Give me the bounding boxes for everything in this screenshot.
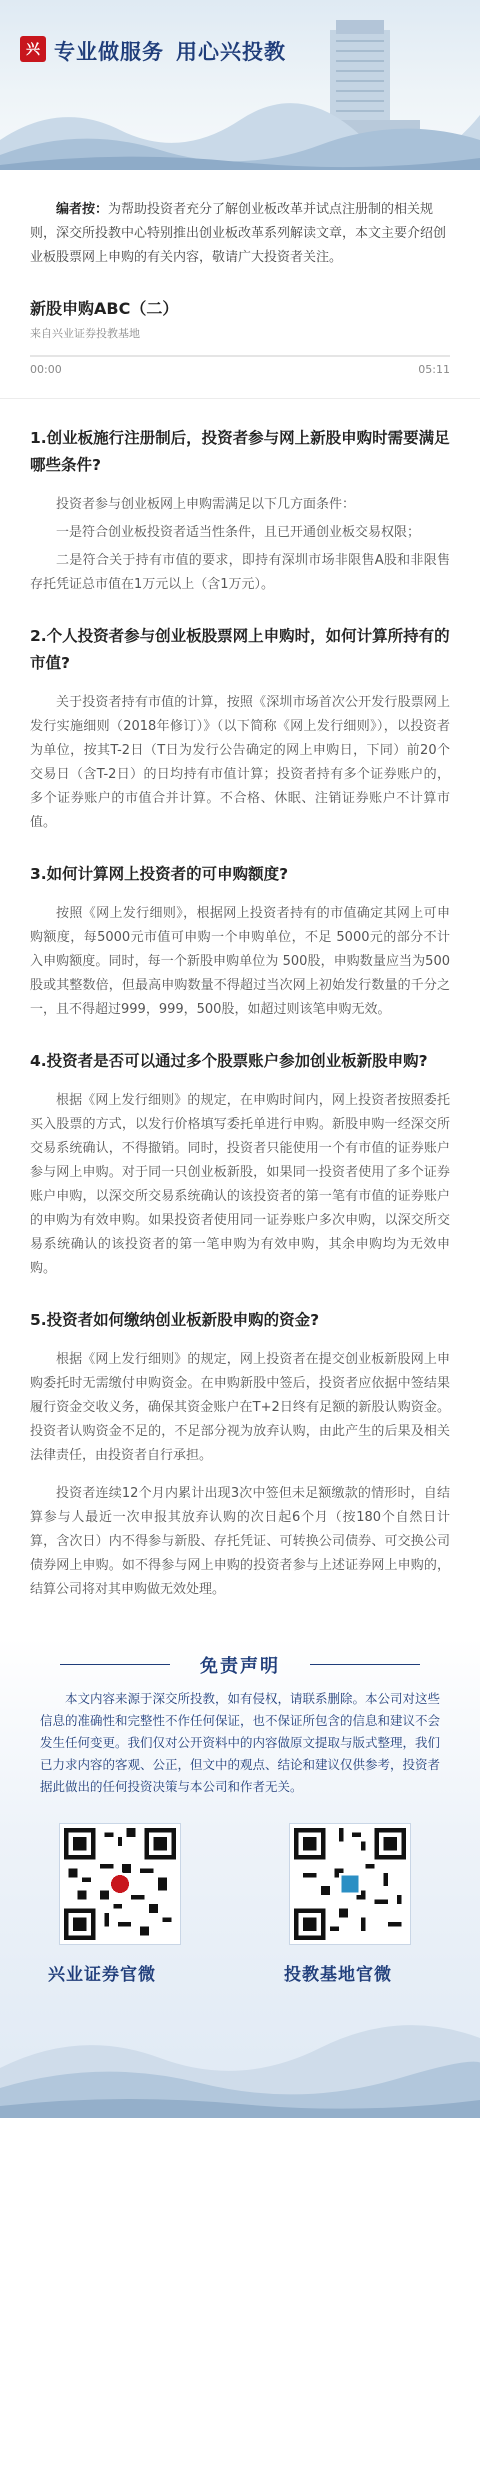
section-question: 5.投资者如何缴纳创业板新股申购的资金? bbox=[30, 1311, 320, 1329]
section-paragraph: 投资者参与创业板网上申购需满足以下几方面条件： bbox=[56, 497, 356, 512]
slogan-right: 用心兴投教 bbox=[176, 39, 286, 64]
qr-label-investor-education: 投教基地官微 bbox=[284, 1965, 392, 1985]
section-paragraph: 一是符合创业板投资者适当性条件，且已开通创业板交易权限； bbox=[56, 525, 421, 540]
header-banner bbox=[0, 0, 480, 170]
section-paragraph: 按照《网上发行细则》，根据网上投资者持有的市值确定其网上可申购额度，每5000元市值可申购一个申购单位，不足 5000元的部分不计入申购额度。同时，每一个新股申购单位为 500股，申购数量应当为500股或其整数倍，但最高申购数量不得超过当次网上初始发行数量的千分之一，且不得超过999，999，500股，如超过则该笔申购无效。 bbox=[30, 906, 450, 1017]
audio-duration: 05:11 bbox=[418, 363, 450, 376]
qr-label-xingye: 兴业证券官微 bbox=[48, 1965, 156, 1985]
section-2 bbox=[30, 623, 450, 835]
disclaimer-text: 本文内容来源于深交所投教，如有侵权，请联系删除。本公司对这些信息的准确性和完整性不作任何保证，也不保证所包含的信息和建议不会发生任何变更。我们仅对公开资料中的内容做原文提取与版式整理，我们已力求内容的客观、公正，但文中的观点、结论和建议仅供参考，投资者据此做出的任何投资决策与本公司和作者无关。 bbox=[40, 1691, 441, 1794]
slogan-left: 专业做服务 bbox=[54, 39, 164, 64]
section-5 bbox=[30, 1307, 450, 1602]
section-paragraph: 二是符合关于持有市值的要求，即持有深圳市场非限售A股和非限售存托凭证总市值在1万元以上（含1万元）。 bbox=[30, 553, 450, 592]
mountain-illustration bbox=[0, 60, 480, 170]
section-4 bbox=[30, 1048, 450, 1281]
mountain-illustration bbox=[0, 1998, 480, 2118]
audio-source: 来自兴业证券投教基地 bbox=[30, 327, 140, 340]
section-question: 4.投资者是否可以通过多个股票账户参加创业板新股申购? bbox=[30, 1052, 428, 1070]
audio-current-time: 00:00 bbox=[30, 363, 62, 376]
section-question: 2.个人投资者参与创业板股票网上申购时，如何计算所持有的市值? bbox=[30, 627, 450, 672]
section-paragraph: 根据《网上发行细则》的规定，在申购时间内，网上投资者按照委托买入股票的方式，以发行价格填写委托单进行申购。新股申购一经深交所交易系统确认，不得撤销。同时，投资者只能使用一个有市值的证券账户参与网上申购。对于同一只创业板新股，如果同一投资者使用了多个证券账户申购，以深交所交易系统确认的该投资者的第一笔有市值的证券账户的申购为有效申购。如果投资者使用同一证券账户多次申购，以深交所交易系统确认的该投资者的第一笔申购为有效申购，其余申购均为无效申购。 bbox=[30, 1093, 450, 1276]
section-paragraph: 关于投资者持有市值的计算，按照《深圳市场首次公开发行股票网上发行实施细则（2018年修订）》（以下简称《网上发行细则》），以投资者为单位，按其T-2日（T日为发行公告确定的网上申购日，下同）前20个交易日（含T-2日）的日均持有市值计算；投资者持有多个证券账户的，多个证券账户的市值合并计算。不合格、休眠、注销证券账户不计算市值。 bbox=[30, 695, 450, 830]
title-rule-right bbox=[310, 1664, 420, 1665]
audio-progress-bar[interactable] bbox=[30, 355, 450, 357]
section-3 bbox=[30, 861, 450, 1022]
editor-note bbox=[30, 198, 450, 270]
qr-code-xingye[interactable] bbox=[60, 1824, 180, 1944]
section-question: 1.创业板施行注册制后，投资者参与网上新股申购时需要满足哪些条件? bbox=[30, 429, 450, 474]
audio-player[interactable] bbox=[30, 296, 450, 376]
section-1 bbox=[30, 425, 450, 597]
disclaimer-title: 免责声明 bbox=[200, 1656, 280, 1677]
editor-note-text: 为帮助投资者充分了解创业板改革并试点注册制的相关规则，深交所投教中心特别推出创业板改革系列解读文章，本文主要介绍创业板股票网上申购的有关内容，敬请广大投资者关注。 bbox=[30, 202, 447, 265]
brand-logo: 兴 bbox=[20, 36, 46, 62]
section-paragraph: 投资者连续12个月内累计出现3次中签但未足额缴款的情形时，自结算参与人最近一次申报其放弃认购的次日起6个月（按180个自然日计算，含次日）内不得参与新股、存托凭证、可转换公司债券、可交换公司债券网上申购。如不得参与网上申购的投资者参与上述证券网上申购的，结算公司将对其申购做无效处理。 bbox=[30, 1486, 450, 1597]
title-rule-left bbox=[60, 1664, 170, 1665]
section-paragraph: 根据《网上发行细则》的规定，网上投资者在提交创业板新股网上申购委托时无需缴付申购资金。在申购新股中签后，投资者应依据中签结果履行资金交收义务，确保其资金账户在T+2日终有足额的新股认购资金。投资者认购资金不足的，不足部分视为放弃认购，由此产生的后果及相关法律责任，由投资者自行承担。 bbox=[30, 1352, 450, 1463]
divider bbox=[0, 398, 480, 399]
disclaimer-panel bbox=[0, 1638, 480, 2118]
qr-code-investor-education[interactable] bbox=[290, 1824, 410, 1944]
audio-title: 新股申购ABC（二） bbox=[30, 299, 179, 318]
editor-note-label: 编者按： bbox=[56, 202, 109, 217]
section-question: 3.如何计算网上投资者的可申购额度? bbox=[30, 865, 289, 883]
